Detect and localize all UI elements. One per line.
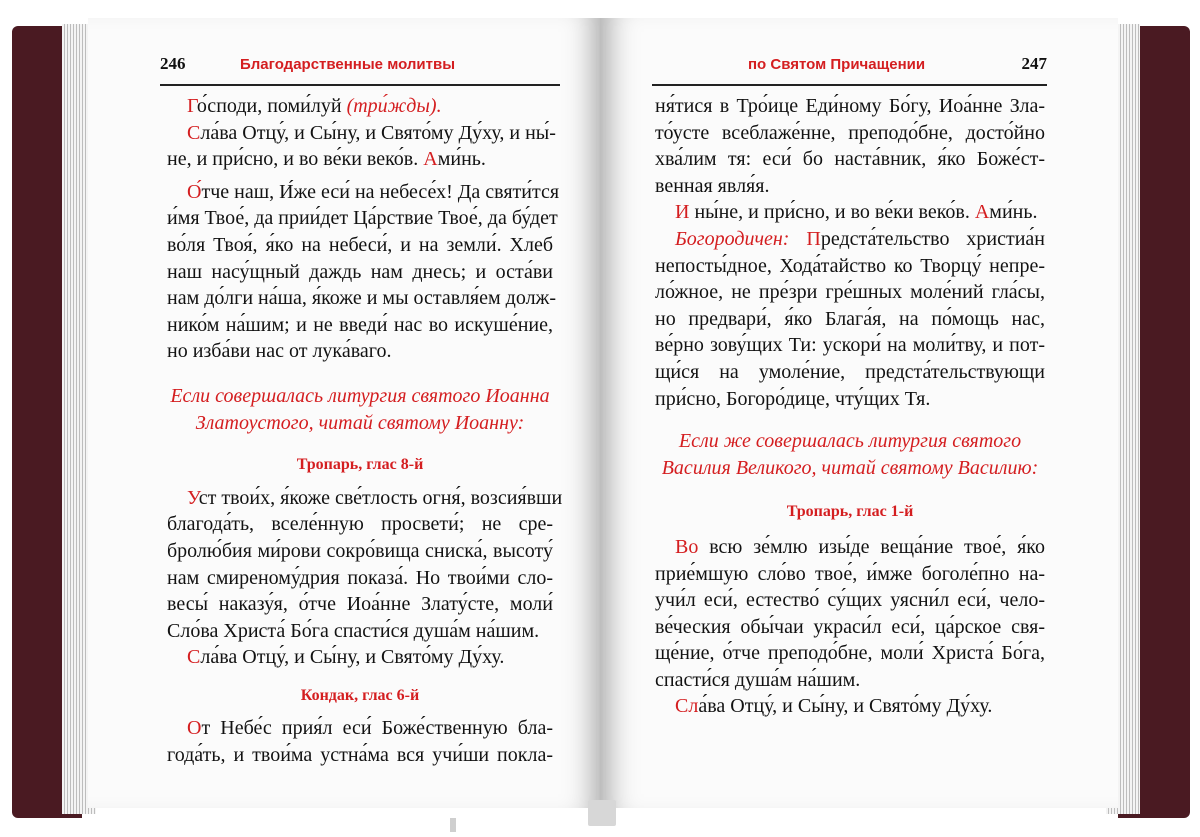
initial-letter: Во	[675, 535, 699, 558]
prayer-paragraph: Уст твои́х, я́коже све́тлость огня́, возсия́вши благода́ть, вселе́нную просвети́; не сре- бролю́бия ми́рови сокро́вища сниска́, высоту́ нам смиреному́дрия показа́. Но твои́ми сло- весы́ наказу́я, о́тче Иоа́нне Злату́сте, моли́ Сло́ва Христа́ Бо́га спасти́ся душа́м на́шим.	[167, 486, 563, 642]
rubric-block: Если же совершалась литургия святого Василия Великого, читай святому Василию:	[661, 430, 1039, 479]
initial-letter: О́	[187, 180, 202, 203]
rubric-inline: Богородичен:	[675, 227, 790, 250]
prayer-paragraph: От Небе́с прия́л еси́ Боже́ственную бла- года́ть, и твои́ма устна́ма вся учи́ши покла-	[167, 717, 553, 767]
prayer-paragraph: Сла́ва Отцу́, и Сы́ну, и Свято́му Ду́ху, и ны́- не, и при́сно, и во ве́ки веко́в. Ами́нь.	[167, 121, 556, 171]
rubric-inline: (три́жды).	[346, 95, 442, 117]
page-number-left: 246	[160, 54, 186, 73]
left-page-header	[160, 50, 560, 86]
initial-letter: Г	[187, 95, 197, 117]
prayer-paragraph: Сла́ва Отцу́, и Сы́ну, и Свято́му Ду́ху.	[187, 646, 505, 669]
bookmark-ribbon	[450, 818, 456, 832]
running-title-right: по Святом Причащении	[748, 56, 926, 73]
initial-letter: С	[187, 121, 201, 144]
initial-letter: Сл	[675, 695, 699, 718]
left-page-text	[167, 93, 563, 769]
initial-letter: У	[187, 486, 199, 509]
prayer-paragraph: Богородичен: Предста́тельство христиа́н непосты́дное, Хода́тайство ко Творцу́ непре- ло́жное, не пре́зри гре́шных моле́ний гла́сы, но предвари́, я́ко Блага́я, на по́мощь нас, ве́рно зову́щих Ти: ускори́ на моли́тву, и пот- щи́ся на умоле́ние, предста́тельствующи при́сно, Богоро́дице, чту́щих Тя.	[655, 227, 1045, 410]
right-page-text	[655, 93, 1045, 720]
section-heading: Тропарь, глас 8-й	[296, 456, 424, 474]
page-number-right: 247	[1021, 54, 1047, 73]
prayer-paragraph: Го́споди, поми́луй (три́жды).	[187, 95, 442, 117]
book-spine	[588, 800, 616, 826]
section-heading: Тропарь, глас 1-й	[786, 503, 914, 521]
initial-letter: П	[806, 227, 821, 250]
initial-letter: А	[423, 148, 438, 171]
section-heading: Кондак, глас 6-й	[300, 686, 420, 704]
right-page-header	[652, 50, 1047, 86]
prayer-paragraph: И ны́не, и при́сно, и во ве́ки веко́в. Ами́нь.	[675, 201, 1038, 224]
initial-letter: О	[187, 717, 202, 740]
prayer-paragraph: О́тче наш, И́же еси́ на небесе́х! Да святи́тся и́мя Твое́, да прии́дет Ца́рствие Твое́, да бу́дет во́ля Твоя́, я́ко на небеси́, и на земли́. Хлеб наш насу́щный даждь нам днесь; и оста́ви нам до́лги на́ша, я́коже и мы оставля́ем долж- нико́м на́шим; и не введи́ нас во искуше́ние, но изба́ви нас от лука́ваго.	[167, 180, 560, 363]
initial-letter: А	[974, 201, 990, 224]
running-title-left: Благодарственные молитвы	[240, 56, 456, 73]
prayer-paragraph: Во всю зе́млю изы́де веща́ние твое́, я́ко прие́мшую сло́во твое́, и́мже боголе́пно на- учи́л еси́, естество́ су́щих уясни́л еси́, чело- ве́ческия обы́чаи украси́л еси́, ца́рское свя- ще́ние, о́тче преподо́бне, моли́ Христа́ Бо́га, спасти́ся душа́м на́шим.	[655, 535, 1045, 691]
initial-letter: И	[675, 201, 690, 224]
prayer-paragraph: Сла́ва Отцу́, и Сы́ну, и Свято́му Ду́ху.	[675, 695, 993, 718]
initial-letter: С	[187, 646, 201, 669]
rubric-block: Если совершалась литургия святого Иоанна Златоустого, читай святому Иоанну:	[170, 384, 550, 434]
prayer-paragraph: ня́тися в Тро́ице Еди́ному Бо́гу, Иоа́нне Зла- то́усте всеблаже́нне, преподо́бне, досто́йно хва́лим тя: еси́ бо наста́вник, я́ко Боже́ст- венная явля́я.	[655, 95, 1045, 197]
